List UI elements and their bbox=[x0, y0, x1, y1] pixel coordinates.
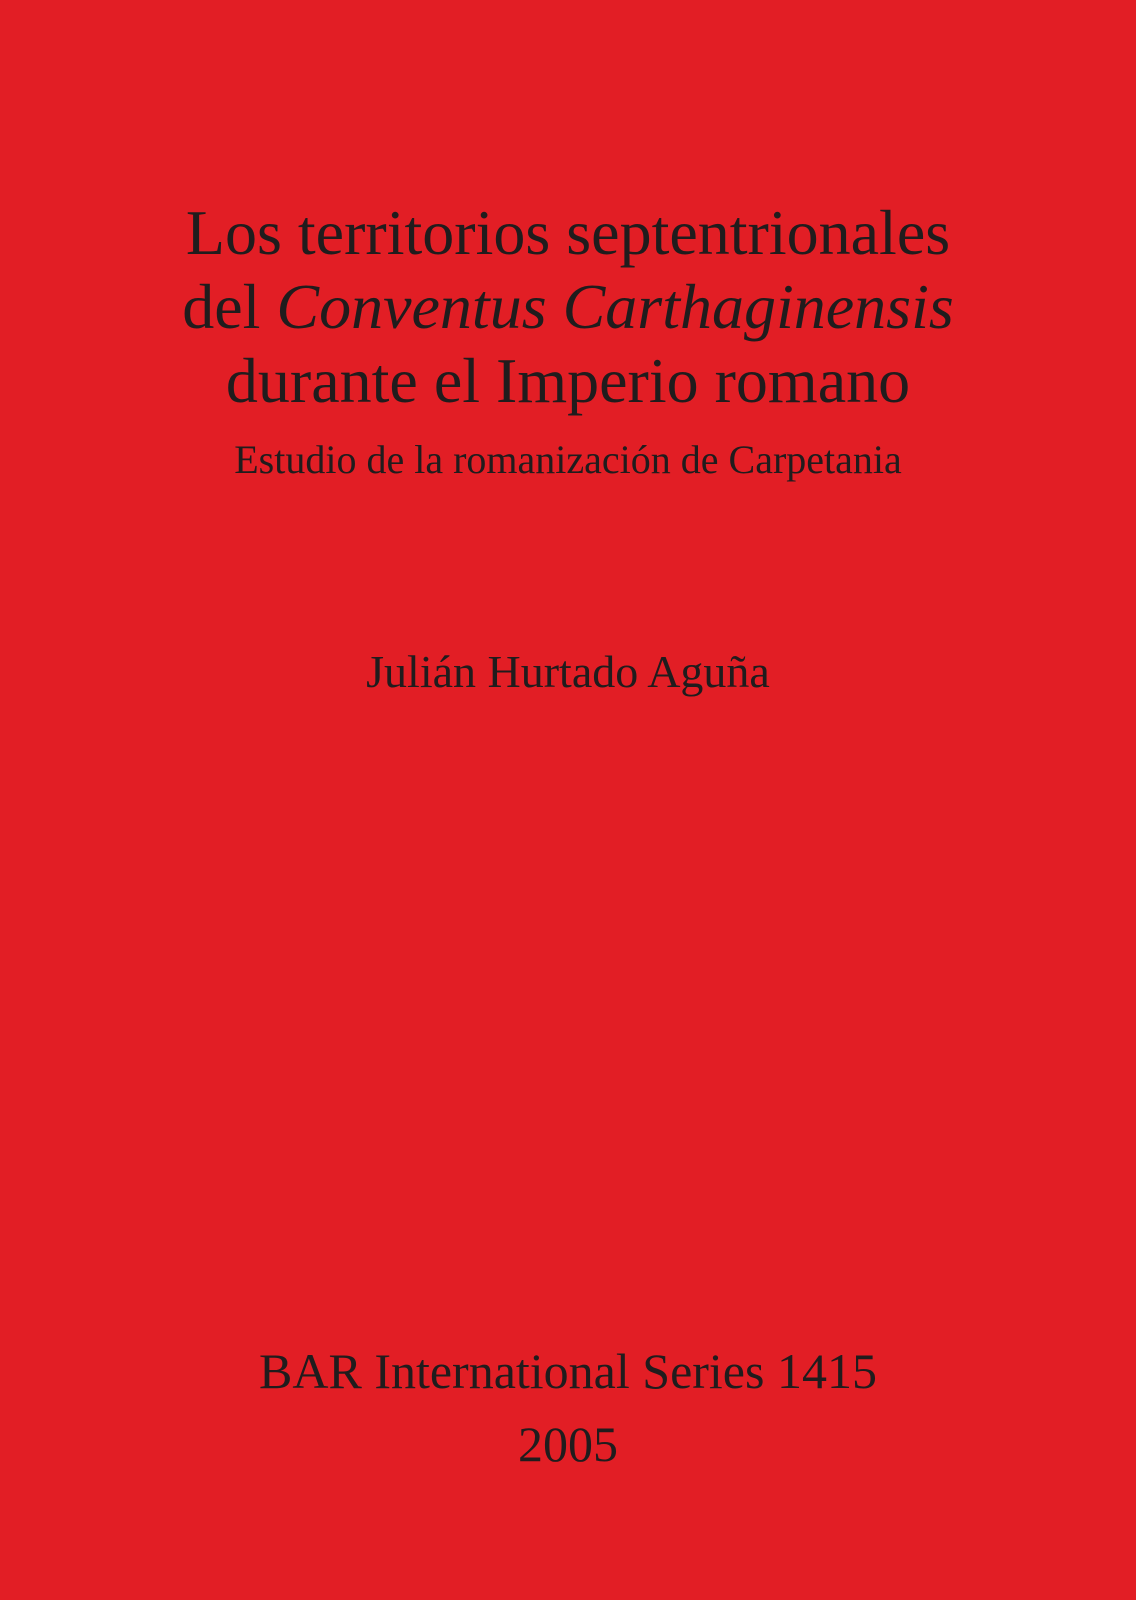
series-line: BAR International Series 1415 bbox=[259, 1343, 877, 1399]
publication-year: 2005 bbox=[518, 1416, 618, 1472]
author-name: Julián Hurtado Aguña bbox=[366, 646, 770, 697]
title-line-3: durante el Imperio romano bbox=[225, 345, 911, 416]
title-line-1: Los territorios septentrionales bbox=[185, 197, 951, 268]
title-line-2-italic-latin-name: Conventus Carthaginensis bbox=[276, 271, 954, 342]
title-line-2 bbox=[0, 270, 1136, 344]
title-line-2-prefix: del bbox=[182, 271, 277, 342]
book-subtitle: Estudio de la romanización de Carpetania bbox=[234, 437, 902, 482]
book-title bbox=[0, 196, 1136, 418]
